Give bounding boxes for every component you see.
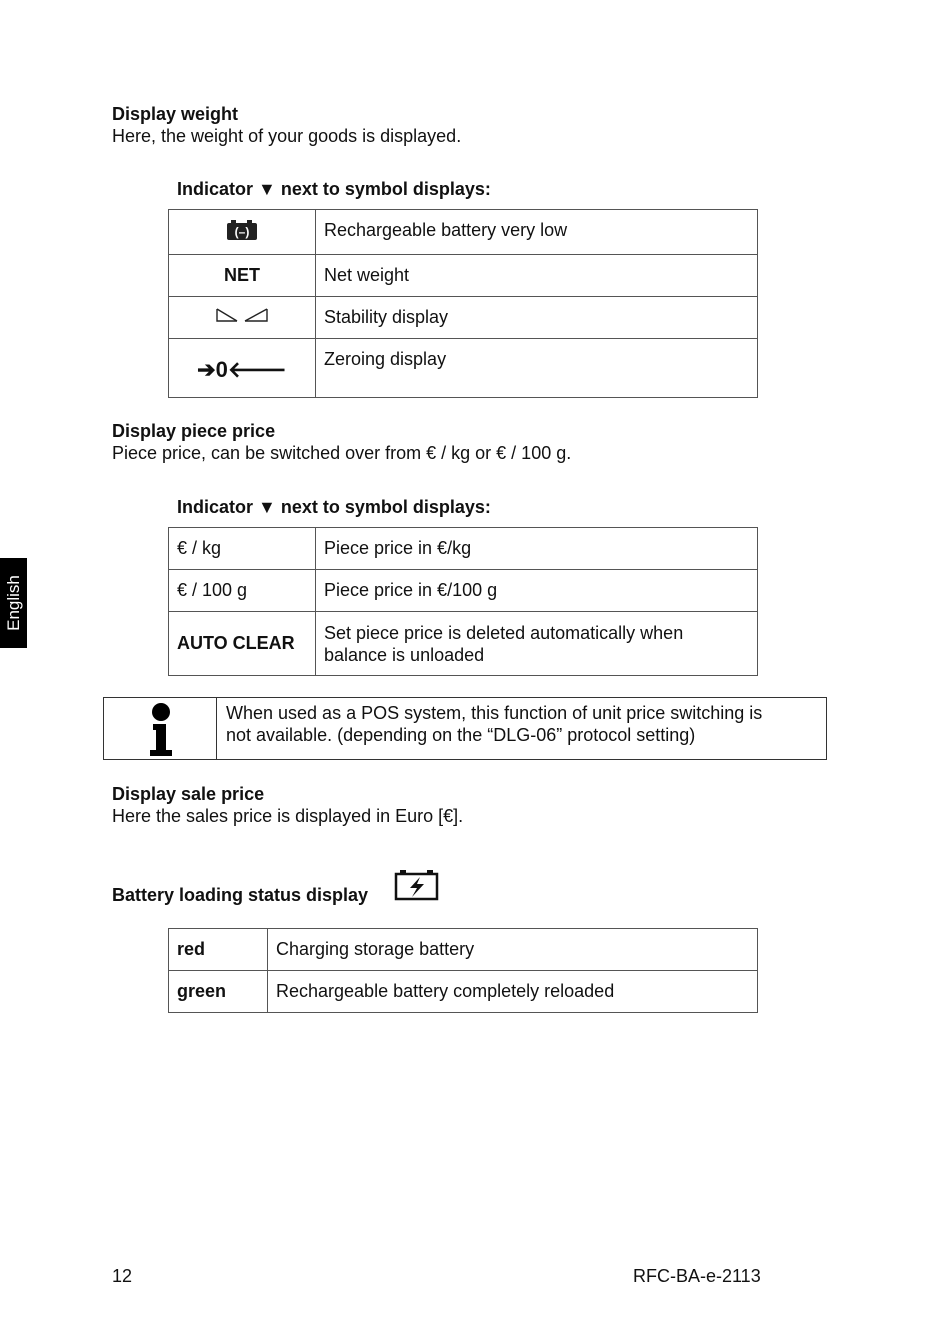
note-text bbox=[226, 702, 816, 746]
zero-symbol-cell bbox=[169, 339, 316, 398]
triangle-down-icon: ▼ bbox=[258, 497, 276, 517]
zeroing-symbol bbox=[197, 357, 287, 382]
weight-heading: Display weight bbox=[112, 104, 239, 124]
auto-clear-label: AUTO CLEAR bbox=[169, 612, 316, 676]
weight-text: Here, the weight of your goods is displayed. bbox=[112, 126, 462, 146]
triangle-down-icon: ▼ bbox=[258, 179, 276, 199]
language-tab bbox=[0, 558, 27, 648]
table-row bbox=[169, 339, 758, 398]
label-cell: € / 100 g bbox=[169, 570, 316, 612]
desc-cell bbox=[316, 612, 758, 676]
info-icon bbox=[144, 702, 178, 763]
battery-low-icon bbox=[226, 225, 258, 245]
desc-line: balance is unloaded bbox=[324, 645, 485, 665]
label-cell: € / kg bbox=[169, 528, 316, 570]
desc-line: Set piece price is deleted automatically when bbox=[324, 623, 684, 643]
note-icon-cell bbox=[104, 698, 217, 759]
doc-code: RFC-BA-e-2113 bbox=[633, 1266, 761, 1286]
piece-indicator-caption bbox=[177, 496, 491, 518]
piece-price-table bbox=[168, 527, 758, 676]
net-symbol: NET bbox=[169, 255, 316, 297]
piece-price-text: Piece price, can be switched over from € / kg or € / 100 g. bbox=[112, 443, 572, 463]
stability-icon bbox=[215, 307, 269, 327]
desc-cell: Charging storage battery bbox=[268, 929, 758, 971]
table-row bbox=[169, 929, 758, 971]
table-row bbox=[169, 255, 758, 297]
page-number: 12 bbox=[112, 1266, 133, 1286]
symbol-cell bbox=[169, 297, 316, 339]
label-cell: green bbox=[169, 971, 268, 1013]
table-row bbox=[169, 612, 758, 676]
table-row bbox=[169, 570, 758, 612]
zero-label: 0 bbox=[215, 357, 228, 382]
table-row bbox=[169, 297, 758, 339]
svg-text:(–): (–) bbox=[234, 224, 250, 239]
sale-price-heading: Display sale price bbox=[112, 784, 265, 804]
weight-symbol-table bbox=[168, 209, 758, 398]
arrow-right-icon: ➔ bbox=[197, 357, 216, 382]
battery-charging-icon bbox=[394, 869, 440, 906]
desc-cell: Stability display bbox=[316, 297, 758, 339]
weight-indicator-caption bbox=[177, 178, 491, 200]
desc-cell: Rechargeable battery very low bbox=[316, 210, 758, 255]
indicator-rest: next to symbol displays: bbox=[280, 497, 491, 517]
symbol-cell bbox=[169, 210, 316, 255]
desc-cell: Piece price in €/kg bbox=[316, 528, 758, 570]
indicator-label: Indicator bbox=[177, 497, 254, 517]
info-note bbox=[103, 697, 827, 760]
label-cell: red bbox=[169, 929, 268, 971]
table-row bbox=[169, 210, 758, 255]
table-row bbox=[169, 971, 758, 1013]
indicator-label: Indicator bbox=[177, 179, 254, 199]
battery-heading: Battery loading status display bbox=[112, 885, 369, 905]
desc-cell: Rechargeable battery completely reloaded bbox=[268, 971, 758, 1013]
desc-cell: Piece price in €/100 g bbox=[316, 570, 758, 612]
language-tab-label: English bbox=[3, 575, 23, 631]
battery-status-table bbox=[168, 928, 758, 1013]
desc-cell: Zeroing display bbox=[316, 339, 758, 398]
note-line: not available. (depending on the “DLG-06” protocol setting) bbox=[226, 725, 696, 745]
piece-price-heading: Display piece price bbox=[112, 421, 276, 441]
indicator-rest: next to symbol displays: bbox=[280, 179, 491, 199]
arrow-left-icon: 🡐 bbox=[227, 357, 287, 382]
note-line: When used as a POS system, this function of unit price switching is bbox=[226, 703, 763, 723]
table-row bbox=[169, 528, 758, 570]
desc-cell: Net weight bbox=[316, 255, 758, 297]
sale-price-text: Here the sales price is displayed in Euro [€]. bbox=[112, 806, 464, 826]
